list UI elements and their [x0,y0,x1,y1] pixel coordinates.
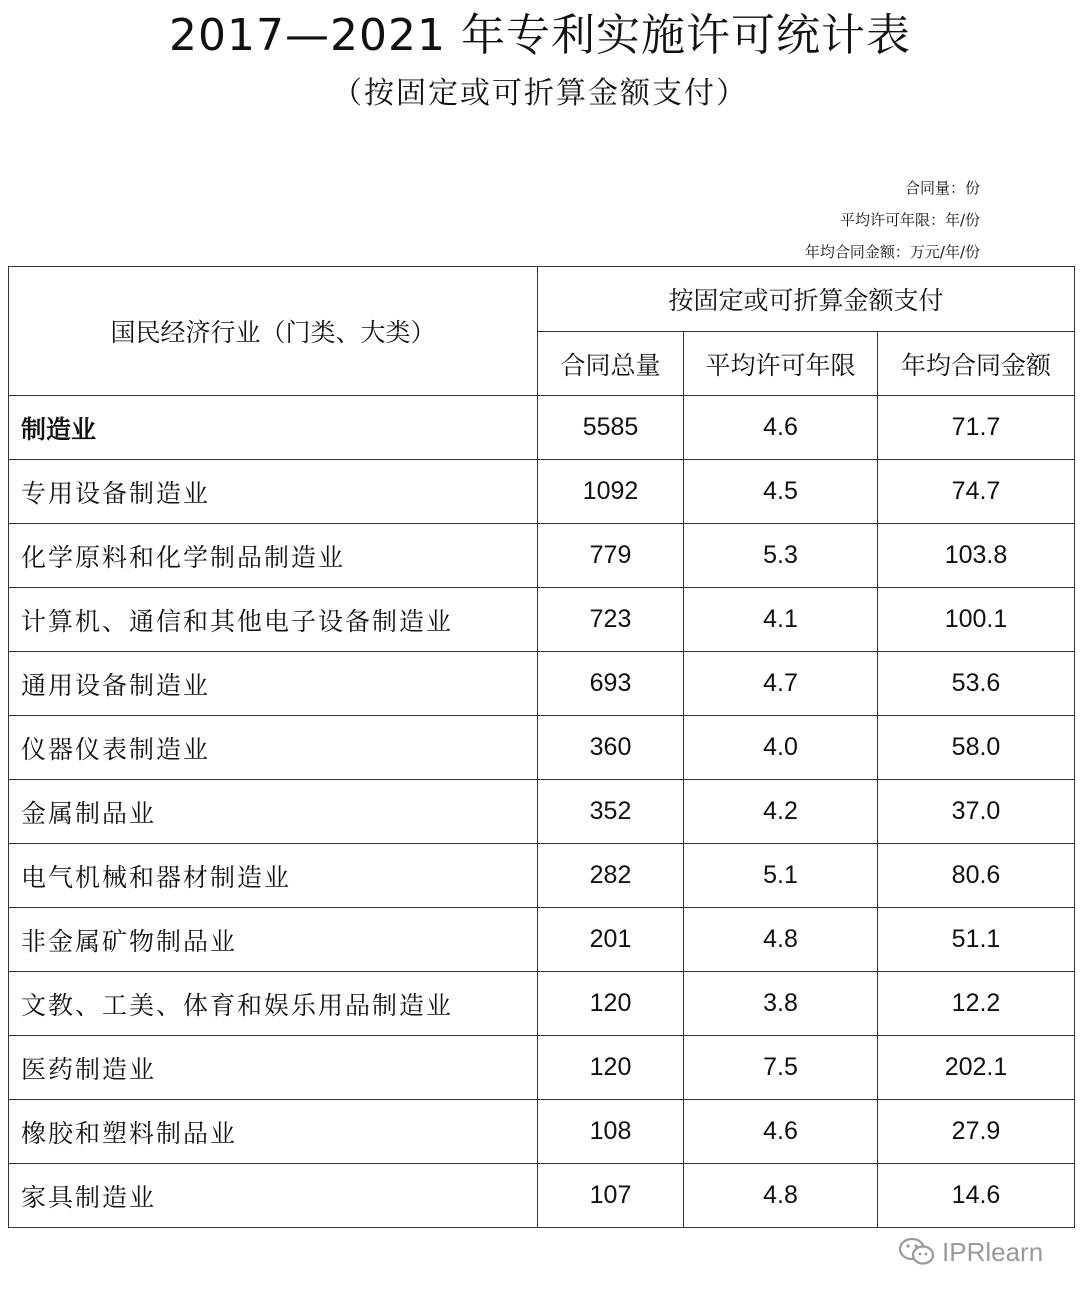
header-contract-count: 合同总量 [538,332,684,396]
cell-industry: 金属制品业 [9,780,538,844]
cell-contract-count: 108 [538,1100,684,1164]
cell-annual-amount: 71.7 [878,396,1075,460]
table-row [9,972,1075,1036]
table-row [9,1164,1075,1228]
table-row [9,844,1075,908]
header-payment-group: 按固定或可折算金额支付 [538,267,1075,332]
header-industry: 国民经济行业（门类、大类） [9,267,538,396]
cell-avg-years: 4.5 [684,460,878,524]
unit-note-amount: 年均合同金额：万元/年/份 [804,243,980,261]
cell-avg-years: 4.6 [684,396,878,460]
cell-avg-years: 7.5 [684,1036,878,1100]
cell-contract-count: 693 [538,652,684,716]
table-row [9,716,1075,780]
cell-annual-amount: 27.9 [878,1100,1075,1164]
watermark-text: IPRlearn [942,1236,1044,1267]
cell-contract-count: 360 [538,716,684,780]
license-stats-table [8,266,1075,1228]
cell-industry: 电气机械和器材制造业 [9,844,538,908]
table-row [9,460,1075,524]
cell-industry: 非金属矿物制品业 [9,908,538,972]
cell-contract-count: 1092 [538,460,684,524]
cell-contract-count: 120 [538,1036,684,1100]
cell-avg-years: 4.8 [684,908,878,972]
cell-avg-years: 5.3 [684,524,878,588]
cell-contract-count: 779 [538,524,684,588]
cell-annual-amount: 14.6 [878,1164,1075,1228]
header-annual-amount: 年均合同金额 [878,332,1075,396]
cell-avg-years: 4.1 [684,588,878,652]
cell-contract-count: 352 [538,780,684,844]
cell-contract-count: 5585 [538,396,684,460]
cell-industry: 制造业 [9,396,538,460]
cell-annual-amount: 51.1 [878,908,1075,972]
cell-annual-amount: 74.7 [878,460,1075,524]
cell-contract-count: 201 [538,908,684,972]
unit-notes [805,172,980,268]
cell-contract-count: 107 [538,1164,684,1228]
wechat-icon [898,1236,936,1268]
cell-annual-amount: 58.0 [878,716,1075,780]
table-row [9,396,1075,460]
cell-industry: 橡胶和塑料制品业 [9,1100,538,1164]
watermark [898,1236,1043,1268]
cell-industry: 文教、工美、体育和娱乐用品制造业 [9,972,538,1036]
header-avg-years: 平均许可年限 [684,332,878,396]
cell-annual-amount: 103.8 [878,524,1075,588]
cell-annual-amount: 37.0 [878,780,1075,844]
cell-annual-amount: 53.6 [878,652,1075,716]
cell-annual-amount: 12.2 [878,972,1075,1036]
table-body [9,396,1075,1228]
table-row [9,908,1075,972]
cell-industry: 通用设备制造业 [9,652,538,716]
cell-industry: 医药制造业 [9,1036,538,1100]
cell-contract-count: 282 [538,844,684,908]
cell-avg-years: 4.0 [684,716,878,780]
page-title: 2017—2021 年专利实施许可统计表 [169,10,911,61]
cell-industry: 家具制造业 [9,1164,538,1228]
cell-industry: 专用设备制造业 [9,460,538,524]
cell-industry: 化学原料和化学制品制造业 [9,524,538,588]
cell-avg-years: 4.2 [684,780,878,844]
cell-avg-years: 4.6 [684,1100,878,1164]
table-row [9,652,1075,716]
unit-note-years: 平均许可年限：年/份 [839,211,980,229]
cell-industry: 计算机、通信和其他电子设备制造业 [9,588,538,652]
cell-avg-years: 4.7 [684,652,878,716]
table-row [9,588,1075,652]
cell-annual-amount: 80.6 [878,844,1075,908]
cell-annual-amount: 100.1 [878,588,1075,652]
table-row [9,524,1075,588]
cell-avg-years: 3.8 [684,972,878,1036]
cell-contract-count: 723 [538,588,684,652]
table-row [9,1100,1075,1164]
cell-industry: 仪器仪表制造业 [9,716,538,780]
cell-avg-years: 4.8 [684,1164,878,1228]
unit-note-contracts: 合同量：份 [904,179,980,197]
page-subtitle: （按固定或可折算金额支付） [332,76,748,111]
cell-annual-amount: 202.1 [878,1036,1075,1100]
cell-contract-count: 120 [538,972,684,1036]
cell-avg-years: 5.1 [684,844,878,908]
table-row [9,780,1075,844]
table-row [9,1036,1075,1100]
